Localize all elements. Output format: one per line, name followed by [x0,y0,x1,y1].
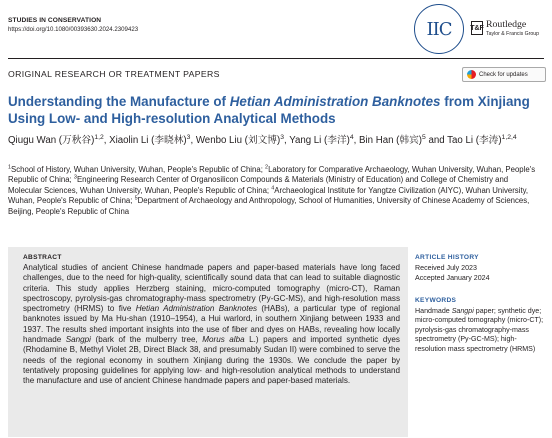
article-history-heading: ARTICLE HISTORY [415,254,479,261]
affiliation-marker: 2 [265,164,269,171]
abstract-italic-2: Sangpi [65,335,91,345]
article-title [8,93,544,127]
keyword-italic: Sangpi [451,307,474,315]
keyword-text-2: paper; synthetic dye; micro-computed tomography (micro-CT); pyrolysis-gas chromatography-mass spectrometry (Py-GC-MS); high-resolution mass spectrometry (HRMS) [415,307,544,353]
abstract-text-1: Analytical studies of ancient Chinese handmade papers and paper-based materials have long faced challenges, due to the need for high-quality, scientifically sound data that can lead to suitable diagnostic criteria. This study applies Herzberg staining, micro-computed tomography (micro-CT), Raman spectroscopy, pyrolysis-gas chromatography-mass spectrometry (Py-GC-MS), and high-resolution mass spectrometry (HRMS) to five [23,263,400,314]
title-italic: Hetian Administration Banknotes [229,94,441,109]
affiliation-text: Archaeological Institute for Yangtze Civilization (AIYC), Wuhan University, Wuhan, People's Republic of China; [8,185,529,206]
author-list: Qiugu Wan (万秋谷)$^{1,2}$, Xiaolin Li (李晓林)$^3$, Wenbo Liu (刘文博)$^3$, Yang Li (李洋)$^4$, Bin Han (韩宾)$^5$ and Tao Li (李涛)$^{1,2,4}$ [8,133,517,146]
author-name[interactable]: Bin Han (韩宾) [359,135,423,146]
author-name[interactable]: Yang Li (李洋) [289,135,350,146]
affiliation-marker: 3 [73,174,77,181]
check-for-updates-label: Check for updates [479,71,528,78]
affiliation-marker: 4 [271,185,275,192]
publisher-logo [471,19,546,41]
affiliation-marker: 1 [8,164,12,171]
author-name[interactable]: Wenbo Liu (刘文博) [195,135,281,146]
affiliation-text: Laboratory for Comparative Archaeology, Wuhan University, Wuhan, People's Republic of China; [8,165,536,185]
author-name[interactable]: Qiugu Wan (万秋谷) [8,135,95,146]
abstract-text-4: L.) papers and imported synthetic dyes (Rhodamine B, Methyl Violet 2B, Direct Black 38, and presumably Sudan II) were combined to serve the needs of the regional economy in southern Xinjiang during the 1930s. We conclude the paper by tentatively proposing guidelines for applying low- and high-resolution analytical methods to understand the manufacture and use of ancient Chinese handmade papers and paper-based materials. [23,335,400,386]
crossmark-icon [467,70,476,79]
author-affiliation-marker: 4 [349,133,354,141]
author-name[interactable]: Tao Li (李涛) [447,135,502,146]
abstract-italic-3: Morus alba [202,335,245,345]
author-affiliation-marker: 1,2 [94,133,104,141]
author-affiliation-marker: 5 [422,133,426,141]
abstract-body [23,263,400,387]
keywords-heading: KEYWORDS [415,297,457,304]
title-part1: Understanding the Manufacture of [8,94,230,109]
keyword-text-1: Handmade [415,307,452,315]
header-divider [8,58,544,59]
publisher-subtitle: Taylor & Francis Group [486,31,540,37]
author-affiliation-marker: 3 [280,133,284,141]
affiliation-text: Engineering Research Center of Organosilicon Compounds & Materials (Ministry of Education) and College of Chemistry and Molecular Sciences, Wuhan University, Wuhan, People's Republic of China; [8,175,509,195]
check-for-updates-button[interactable] [462,67,546,82]
abstract-heading: ABSTRACT [23,254,62,261]
author-affiliation-marker: 1,2,4 [501,133,517,141]
journal-name: STUDIES IN CONSERVATION [8,17,102,24]
keywords-list [415,307,547,354]
affiliation-text: School of History, Wuhan University, Wuhan, People's Republic of China; [11,165,266,174]
publisher-mark-icon: T&F [471,21,483,35]
author-name[interactable]: Xiaolin Li (李晓林) [109,135,187,146]
affiliations [8,165,544,217]
abstract-italic-1: Hetian Administration Banknotes [135,304,258,314]
doi-link[interactable]: https://doi.org/10.1080/00393630.2024.2309423 [8,26,139,33]
accepted-date: Accepted January 2024 [415,274,490,282]
abstract-text-3: (bark of the mulberry tree, [90,335,203,345]
abstract-text-2: (HABs), a particular type of regional banknotes issued by Ma Hu-shan (1910–1954), a Hui warlord, in southern Xinjiang between 1933 and 1937. The results shed important insights into the use of fiber and dyes on HABs, revealing how locally handmade [23,304,401,345]
author-affiliation-marker: 3 [186,133,191,141]
affiliation-marker: 5 [134,195,138,202]
publisher-name: Routledge [486,19,527,30]
section-label: ORIGINAL RESEARCH OR TREATMENT PAPERS [8,69,220,79]
received-date: Received July 2023 [415,264,477,272]
iic-logo: IIC [414,4,464,54]
affiliation-text: Department of Archaeology and Anthropology, School of Humanities, University of Chinese Academy of Sciences, Beijing, People's Republic of China [8,196,530,216]
title-part2: from Xinjiang Using Low- and High-resolution Analytical Methods [8,94,530,126]
